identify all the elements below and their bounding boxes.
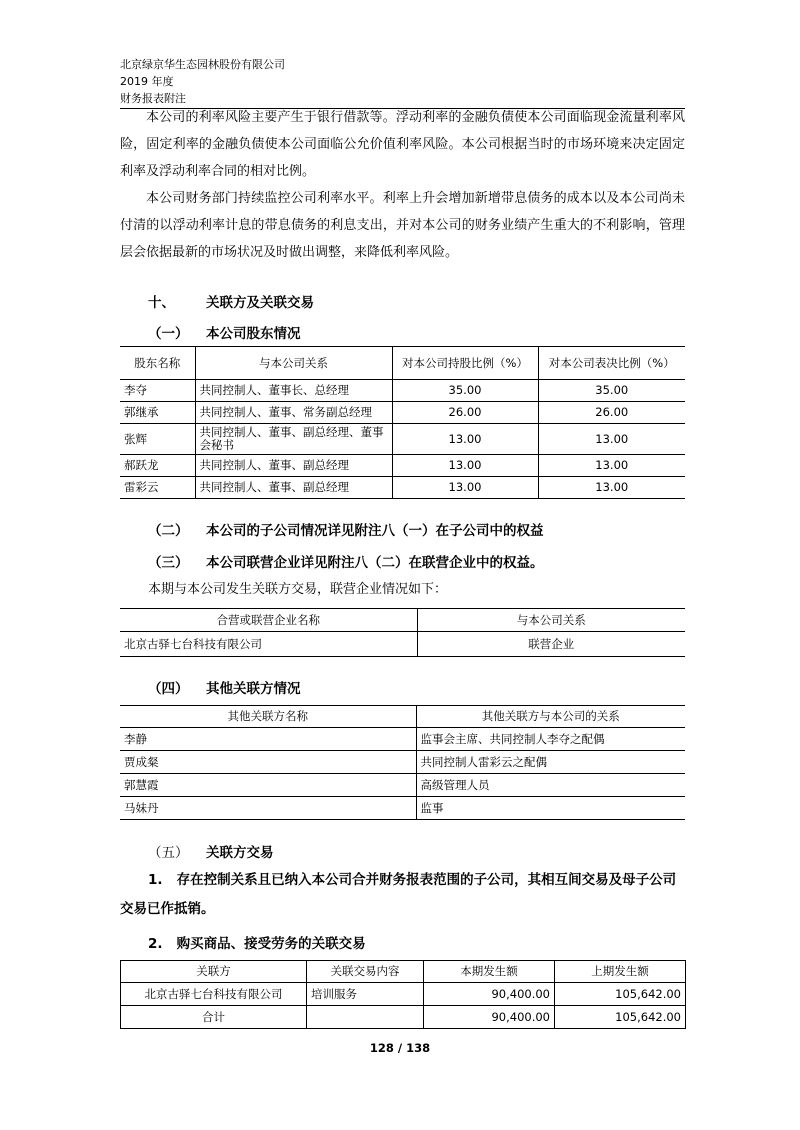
item-number: 1. [148, 872, 163, 888]
associates-intro: 本期与本公司发生关联方交易，联营企业情况如下： [148, 582, 448, 597]
header-doc: 财务报表附注 [120, 92, 186, 105]
table-header-row [121, 961, 686, 983]
subsection-title: 本公司股东情况 [206, 326, 301, 342]
header-cell: 与本公司关系 [195, 347, 392, 380]
cell-share: 35.00 [392, 380, 538, 402]
other-related-parties-table [120, 705, 685, 820]
subsection-number: （二） [148, 523, 189, 539]
subsection-heading-5 [148, 841, 274, 861]
subsection-title: 关联方交易 [206, 845, 274, 861]
table-row [120, 402, 685, 424]
cell-name: 李静 [120, 728, 416, 751]
cell-name: 郭慧霞 [120, 774, 416, 797]
cell-share: 13.00 [392, 477, 538, 499]
table-row [120, 751, 685, 774]
table-header-row [120, 609, 685, 632]
table-header-row [120, 347, 685, 380]
subsection-heading-2 [148, 519, 544, 539]
cell-name: 马妹丹 [120, 797, 416, 820]
subsection-heading-3 [148, 551, 544, 571]
paragraph-interest-risk: 本公司的利率风险主要产生于银行借款等。浮动利率的金融负债使本公司面临现金流量利率风险，固定利率的金融负债使本公司面临公允价值利率风险。本公司根据当时的市场环境来决定固定利率及浮动利率合同的相对比例。 [120, 110, 685, 179]
cell-relation: 共同控制人、董事、常务副总经理 [195, 402, 392, 424]
cell-share: 13.00 [392, 455, 538, 477]
header-cell: 上期发生额 [555, 961, 686, 983]
cell-content: 培训服务 [307, 983, 424, 1006]
cell-prior: 105,642.00 [555, 1006, 686, 1029]
subsection-title: 其他关联方情况 [206, 681, 301, 697]
associates-table [120, 608, 685, 657]
header-cell: 本期发生额 [424, 961, 555, 983]
cell-vote: 13.00 [538, 424, 685, 455]
cell-relation: 共同控制人、董事、副总经理 [195, 477, 392, 499]
header-cell: 股东名称 [120, 347, 195, 380]
item-2 [148, 932, 366, 952]
cell-relation: 共同控制人雷彩云之配偶 [416, 751, 685, 774]
cell-company: 北京古驿七台科技有限公司 [120, 632, 417, 657]
paragraph-rate-monitoring: 本公司财务部门持续监控公司利率水平。利率上升会增加新增带息债务的成本以及本公司尚未付清的以浮动利率计息的带息债务的利息支出，并对本公司的财务业绩产生重大的不利影响，管理层会依据最新的市场状况及时做出调整，来降低利率风险。 [120, 191, 685, 260]
section-title: 关联方及关联交易 [206, 295, 314, 311]
cell-vote: 26.00 [538, 402, 685, 424]
item-1 [120, 866, 685, 924]
table-row [121, 983, 686, 1006]
cell-name: 郭继承 [120, 402, 195, 424]
page-number: 128 / 138 [369, 1041, 431, 1055]
cell-vote: 13.00 [538, 455, 685, 477]
subsection-heading-1 [148, 322, 301, 342]
purchases-table [120, 960, 686, 1029]
header-cell: 合营或联营企业名称 [120, 609, 417, 632]
cell-current: 90,400.00 [424, 1006, 555, 1029]
cell-content [307, 1006, 424, 1029]
cell-name: 贾成粲 [120, 751, 416, 774]
table-header-row [120, 706, 685, 728]
cell-relation: 联营企业 [417, 632, 685, 657]
header-cell: 关联交易内容 [307, 961, 424, 983]
table-row [120, 774, 685, 797]
table-total-row [121, 1006, 686, 1029]
subsection-title: 本公司的子公司情况详见附注八（一）在子公司中的权益 [206, 523, 544, 539]
cell-name: 郝跃龙 [120, 455, 195, 477]
table-row [120, 424, 685, 455]
cell-share: 26.00 [392, 402, 538, 424]
header-year: 2019 年度 [120, 75, 174, 88]
page-header [120, 56, 285, 107]
item-number: 2. [148, 936, 163, 952]
section-number: 十、 [148, 295, 175, 311]
subsection-heading-4 [148, 677, 301, 697]
item-text: 购买商品、接受劳务的关联交易 [176, 936, 366, 952]
shareholders-table [120, 346, 685, 499]
subsection-title: 本公司联营企业详见附注八（二）在联营企业中的权益。 [206, 555, 544, 571]
cell-party: 北京古驿七台科技有限公司 [121, 983, 307, 1006]
section-heading-10 [148, 291, 314, 311]
subsection-number: （三） [148, 555, 189, 571]
table-row [120, 728, 685, 751]
header-cell: 与本公司关系 [417, 609, 685, 632]
header-cell: 其他关联方名称 [120, 706, 416, 728]
subsection-number: （五） [148, 845, 189, 861]
table-row [120, 455, 685, 477]
cell-name: 李夺 [120, 380, 195, 402]
cell-party: 合计 [121, 1006, 307, 1029]
cell-relation: 监事会主席、共同控制人李夺之配偶 [416, 728, 685, 751]
cell-share: 13.00 [392, 424, 538, 455]
cell-vote: 35.00 [538, 380, 685, 402]
subsection-number: （四） [148, 681, 189, 697]
header-cell: 其他关联方与本公司的关系 [416, 706, 685, 728]
table-row [120, 797, 685, 820]
cell-prior: 105,642.00 [555, 983, 686, 1006]
cell-relation: 共同控制人、董事、副总经理 [195, 455, 392, 477]
item-text: 存在控制关系且已纳入本公司合并财务报表范围的子公司，其相互间交易及母子公司交易已作抵销。 [120, 872, 677, 917]
cell-name: 雷彩云 [120, 477, 195, 499]
table-row [120, 477, 685, 499]
header-cell: 关联方 [121, 961, 307, 983]
header-cell: 对本公司表决比例（%） [538, 347, 685, 380]
cell-name: 张辉 [120, 424, 195, 455]
table-row [120, 632, 685, 657]
header-company: 北京绿京华生态园林股份有限公司 [120, 58, 285, 71]
cell-current: 90,400.00 [424, 983, 555, 1006]
cell-relation: 共同控制人、董事、副总经理、董事会秘书 [195, 424, 392, 455]
table-row [120, 380, 685, 402]
cell-relation: 高级管理人员 [416, 774, 685, 797]
cell-relation: 监事 [416, 797, 685, 820]
subsection-number: （一） [148, 326, 189, 342]
cell-vote: 13.00 [538, 477, 685, 499]
cell-relation: 共同控制人、董事长、总经理 [195, 380, 392, 402]
header-cell: 对本公司持股比例（%） [392, 347, 538, 380]
